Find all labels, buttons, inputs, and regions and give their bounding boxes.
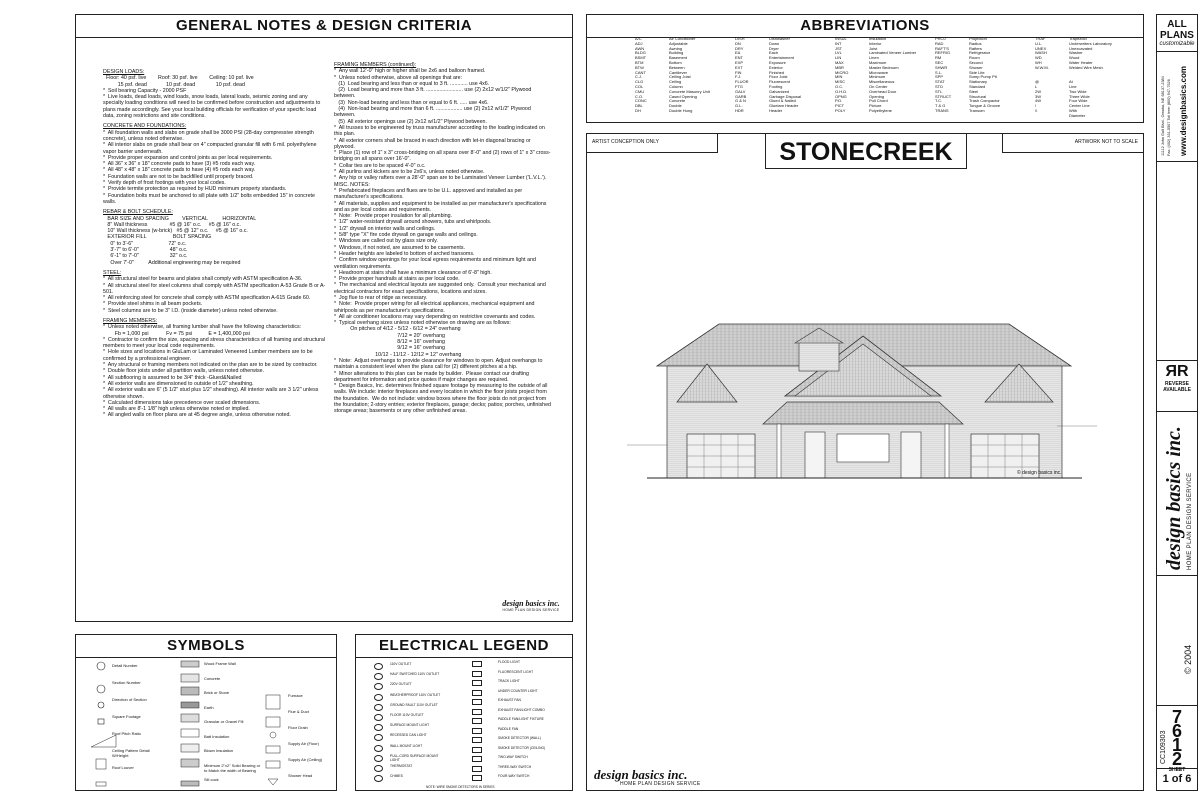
electrical-note: NOTE: WIRE SMOKE DETECTORS IN SERIES [426,785,495,789]
entry-door [901,432,921,478]
note-line: 9/12 = 16" overhang [334,345,445,352]
note-line: 6'-1" to 7'-0" 32" o.c. [103,253,188,260]
symbol-label: Blown Insulation [204,748,234,753]
electrical-label: PADDLE FAN/LIGHT FIXTURE [498,717,544,721]
symbol-label: Sill cock [204,777,219,782]
electrical-symbol-icon [374,714,383,721]
all-plans: ALL PLANS [1160,19,1194,41]
electrical-label: GROUND FAULT 110V OUTLET [390,702,438,707]
note-line: 10" Wall thickness (w-brick) #5 @ 12" o.c. #5 @ 16" o.c. [103,228,248,235]
phone: Fax: (402) 331-5507 Toll free: (800) 947-7526 [1167,79,1171,156]
symbol-label: Floor Drain [288,725,308,730]
electrical-symbol-icon [374,755,383,762]
note-line: * Windows, if not noted, are assumed to be casements. [334,244,466,251]
electrical-symbol-icon [472,718,482,724]
note-line: * All exterior walls are 6" (5 1/2" stud plus 1/2" sheathing). All interior walls are 3 1/2" unless otherwise shown. [103,387,320,400]
all-plans-box [1157,15,1197,52]
abbr-col: Trapezoid Underwriters Laboratory Unexcavated Washer Wood Water Heater Welded Wire Mesh At Line Two Wide Three Wide Four Wide Center Line With Diameter [1069,36,1112,118]
electrical-label: 220V OUTLET [390,682,412,687]
symbol-label: Furnace [288,693,303,698]
artist-note: ARTIST CONCEPTION ONLY [592,139,659,145]
note-line: (3) Non-load bearing and less than or equal to 6 ft. ..... use 4x6. [334,99,489,106]
symbol-label: Earth [204,704,214,710]
note-line: * Header heights are labeled to bottom of arched transoms. [334,250,475,257]
note-line: * Hole sizes and locations in GluLam or Laminated Veneered Lumber members are to be confirmed by a professional engineer. [103,349,315,362]
note-line: * All exterior walls are dimensioned to outside of 1/2" sheathing. [103,380,254,387]
website-box [1157,51,1197,162]
scale-note: ARTWORK NOT TO SCALE [1074,139,1138,145]
note-line: * All air conditioner locations may vary depending on restrictive covenants and codes. [334,313,536,320]
plan-number-box [1157,705,1197,769]
symbol-label: Wood Frame Wall [204,661,236,666]
house-elevation [587,134,1142,790]
note-line: 3'-7" to 6'-0" 48" o.c. [103,247,188,254]
abbr-col: Insulation Interior Joist Laminated Veneer Lumber Linen Maximum Master Bedroom Microwave Minimum Miscellaneous On Center Overhead Door Opening Pull Chord Picture Polyethylene [869,36,917,113]
note-line: * Note: Provide proper insulation for all plumbing. [334,213,453,220]
note-line: * Note: Adjust overhangs to provide clearance for windows to open. Adjust overhangs to maintain a consistent level when the plans call for (2) different pitches at a hip. [334,357,544,371]
electrical-label: CHIMES [390,774,403,779]
electrical-label: SMOKE DETECTOR (WALL) [498,736,541,740]
electrical-symbol-icon [472,699,482,705]
abbr-col: Projection Radius Rafters Refrigerator Room Second Shower Side Lite Sump Pump Pit Stationary Standard Steel Structural Trash Compactor Tongue & Groove Transom [969,36,1001,113]
design-basics-logo: design basics inc. HOME PLAN DESIGN SERVICE [502,599,560,612]
address: 11112 John Galt Blvd., Omaha, NE 68137-2384 [1161,76,1165,156]
general-notes-panel [75,14,573,622]
note-line: * Confirm window openings for your local egress requirements and minimum light and ventilation requirements. [334,257,538,270]
design-basics-logo-large: design basics inc. HOME PLAN DESIGN SERVICE [594,767,701,787]
website: www.designbasics.com [1179,66,1188,156]
note-line: DESIGN LOADS: [103,69,145,75]
note-line: * Minor alterations to this plan can be made by builder. Please contact our drafting department for information and price quotes if major changes are required. [334,370,531,383]
entry-door [805,432,825,478]
note-line: EXTERIOR FILL BOLT SPACING [103,234,212,241]
note-line: * The mechanical and electrical layouts are suggested only. Consult your mechanical and electrical contractors for exact specifications, locations and sizes. [334,282,548,295]
electrical-symbol-icon [472,756,482,762]
electrical-label: PULL-CORD SURFACE MOUNT LIGHT [390,753,439,762]
abbr-col: Dishwasher Down Dryer Each Entertainment Exposure Exterior Finished Floor Joist Fluorescent Footing Galvanized Garbage Disposal Glued & Nailed Gluelam Header Header [769,36,802,113]
electrical-symbol-icon [472,737,482,743]
symbol-label: Detail Number [112,663,138,668]
electrical-label: TWO-WAY SWITCH [498,755,528,759]
dormer [799,341,839,371]
symbol-label: Flue & Duct [288,709,309,714]
note-line: * Prefabricated fireplaces and flues are to be U.L. approved and installed as per manufacturer's specifications. [334,187,524,201]
porch-roof [763,402,963,424]
note-line: Floor: 40 psf. live Roof: 30 psf. live Ceiling: 10 psf. live [103,75,254,82]
note-line: * All interior slabs on grade shall bear on 4" compacted granular fill with 6 mil. polyethylene vapor barrier underneath. [103,142,319,155]
note-line: * All structural steel for beams and plates shall comply with ASTM specification A-36. [103,276,303,283]
abbr-col: TRAF U.L. UNEX WASH WD WH W.W.M. @ L 2W 3W 4W \ \\ [1035,36,1049,113]
notes-column-left [103,65,328,490]
note-line: * Unless noted otherwise, above all openings that are: [334,74,463,81]
electrical-label: FOUR-WAY SWITCH [498,774,530,778]
electrical-label: PADDLE FAN [498,726,519,731]
electrical-symbol-icon [374,704,383,711]
symbols-title: SYMBOLS [76,635,336,658]
reverse-badge: ЯR REVERSE AVAILABLE [1157,360,1197,412]
abbr-col: INSUL INT JST LVL LIN MAX MBR MICRO MIN MISC O.C. O.H.D. OPNG P.D. PICT POLY [835,36,849,113]
note-line: (2) Load bearing and more than 3 ft. ......................... use (2) 2x12 w/1/2" Plywood between. [334,87,533,100]
note-line: * Live loads, dead loads, wind loads, snow loads, lateral loads, seismic zoning and any specialty loading conditions will need to be confirmed before construction and adjustments to plans made accordingly. See your local building officials for verification of your specific load data, zoning restrictions and site conditions. [103,94,322,120]
note-line: * Steel columns are to be 3" I.D. (inside diameter) unless noted otherwise. [103,307,278,314]
customizable: customizable [1159,41,1195,47]
note-line: * Any wall 12'-0" high or higher shall be 2x6 and balloon framed. [334,68,486,75]
note-line: * Typical overhang sizes unless noted otherwise on drawing are as follows: [334,320,511,327]
symbol-label: Brick or Stone [204,690,230,695]
symbol-label: Granular or Gravel Fill [204,719,244,724]
note-line: * All foundation walls and slabs on grade shall be 3000 PSI (28-day compressive strength concrete), unless noted otherwise. [103,129,316,142]
note-line: * Place (1) row of 1" x 3" cross-bridging on all spans over 8'-0" and (2) rows of 1" x 3" cross-bridging on all spans over 16'-0". [334,150,551,163]
note-line: (1) Load bearing and less than or equal to 3 ft. ............ use 4x6. [334,80,490,87]
note-line: * All purlins and kickers are to be 2x6's, unless noted otherwise. [334,169,485,176]
electrical-label: FLOOD LIGHT [498,660,520,664]
electrical-symbol-icon [472,680,482,686]
abbr-col: PROJ RAD RAFT'S REFRIG RM SEC SHWR S.L. SPP STAT STD STL STRUCT T.C. T & G TRANS [935,36,952,113]
symbol-label: Square Footage [112,714,141,719]
symbols-panel [75,634,337,791]
electrical-label: EXHAUST FAN/LIGHT COMBO [498,707,545,712]
abbr-col: A/C ADJ AWN BLDG BSMT BTM BTW CANT C.J. CLG COL CMU C.O. CONC DBL DH [635,36,647,113]
plan-name: STONECREEK [779,138,953,166]
symbol-label: Concrete [204,675,221,681]
note-line: 0" to 3'-6" 72" o.c. [103,240,187,247]
note-line: FRAMING MEMBERS: [103,317,158,324]
symbol-label: Ceiling Pattern Detail W/Height [112,748,150,758]
symbol-label: Roof Pitch Ratio [112,731,141,736]
note-line: * Foundation bolts must be anchored to sill plate with 1/2" bolts embedded 15" in concrete walls. [103,192,317,205]
note-line: * 5/8" type "X" fire code drywall on garage walls and ceilings. [334,232,478,239]
sheet-box: SHEET 1 of 6 [1157,767,1197,785]
porch-column [777,424,781,478]
note-line: * Note: Provide proper wiring for all electrical appliances, mechanical equipment and whirlpools as per manufacturer's specifications. [334,301,536,314]
brand-sub: HOME PLAN DESIGN SERVICE [1187,472,1193,570]
note-line: * All trusses to be engineered by truss manufacturer according to the loading indicated on this plan. [334,124,547,138]
note-line: 10/12 - 11/12 - 12/12 = 12" overhang [334,351,462,358]
electrical-symbol-icon [374,673,383,680]
electrical-label: HALF SWITCHED 110V OUTLET [390,672,440,677]
note-line: * Jog flue to rear of ridge as necessary. [334,294,428,301]
electrical-symbol-icon [374,765,383,772]
electrical-panel [355,634,573,791]
note-line: * All structural steel for steel columns shall comply with ASTM specification A-53 Grade B or A-501. [103,282,326,295]
electrical-symbol-icon [374,734,383,741]
plan-code: CC109303 [1160,730,1167,764]
electrical-symbol-icon [472,690,482,696]
abbr-col: Air Conditioner Adjustable Awning Building Basement Bottom Between Cantilever Ceiling Joist Ceiling Column Concrete Masonry Unit Cased Opening Concrete Double Double Hung [669,36,710,113]
note-line: * All 48" x 48" x 18" concrete pads to have (4) #5 rods each way. [103,167,256,174]
electrical-label: 110V OUTLET [390,662,412,666]
general-notes-title: GENERAL NOTES & DESIGN CRITERIA [76,15,572,38]
note-line: STEEL: [103,269,122,276]
symbol-label: Batt Insulation [204,733,230,739]
note-line: (5) All exterior openings use (2) 2x12 w/1/2" Plywood between. [334,118,487,125]
electrical-symbol-icon [472,766,482,772]
symbol-label: Direction of Section [112,697,147,702]
note-line: 15 psf. dead 10 psf. dead 10 psf. dead [103,81,245,88]
note-line: Fb = 1,000 psi Fv = 75 psi E = 1,400,000 psi [103,330,250,337]
note-line: * All materials, supplies and equipment to be installed as per manufacturer's specifications and as per local codes and requirements. [334,200,548,213]
title-block [1156,14,1198,791]
note-line: * Provide proper handrails at stairs as per local code. [334,276,460,283]
elevation-panel [586,133,1144,791]
note-line: * 1/2" water-resistant drywall around showers, tubs and whirlpools. [334,219,492,226]
electrical-label: SMOKE DETECTOR (CEILING) [498,745,546,750]
electrical-label: WEATHERPROOF 110V OUTLET [390,692,441,697]
electrical-label: RECESSED CAN LIGHT [390,733,427,738]
electrical-symbol-icon [374,745,383,752]
symbol-label: Supply Air (Ceiling) [288,757,323,762]
porch-column [945,424,949,478]
electrical-label: THREE-WAY SWITCH [498,764,532,769]
note-line: * Provide termite protection as required by HUD minimum property standards. [103,186,287,193]
symbol-label: Supply Air (Floor) [288,741,319,746]
note-line: * Provide proper expansion and control joints as per local requirements. [103,154,273,161]
note-line: MISC. NOTES: [334,181,370,188]
note-line: * Verify depth of frost footings with your local codes. [103,180,226,187]
center-window [837,434,889,462]
note-line: * Contractor to confirm the size, spacing and stress characteristics of all framing and structural members to meet your local code requirements. [103,336,327,350]
electrical-symbol-icon [472,728,482,734]
note-line: CONCRETE AND FOUNDATIONS: [103,123,187,130]
electrical-label: UNDER COUNTER LIGHT [498,688,538,693]
note-line: 8" Wall thickness #5 @ 16" o.c. #5 @ 16" o.c. [103,221,241,228]
note-line: * Any hip or valley rafters over a 28'-0" span are to be Laminated Veneer Lumber ('L.V.L.'). [334,175,547,182]
note-line: * Double floor joists under all partition walls, unless noted otherwise. [103,368,265,375]
note-line: * All 36" x 36" x 18" concrete pads to have (3) #5 rods each way. [103,161,256,168]
abbreviations-panel [586,14,1144,123]
reverse-icon: ЯR [1165,363,1189,380]
brand-vertical: design basics inc. [1163,426,1185,570]
note-line: * Any structural or framing members not indicated on the plan are to be sized by contractor. [103,362,318,369]
note-line: REBAR & BOLT SCHEDULE: [103,209,173,216]
note-line: 8/12 = 16" overhang [334,339,445,346]
electrical-label: FLOOR 110V OUTLET [390,713,424,717]
note-line: * Collar ties are to be spaced 4'-0" o.c. [334,162,426,169]
copyright-year: © 2004 [1183,644,1193,674]
symbol-label: Shower Head [288,773,313,778]
electrical-symbol-icon [374,663,383,670]
note-line: * All exterior corners shall be braced in each direction with let-in diagonal bracing or plywood. [334,137,533,150]
note-line: * Provide steel shims in all beam pockets. [103,301,203,308]
electrical-label: THERMOSTAT [390,764,413,768]
note-line: * All walls are 8'-1 1/8" high unless otherwise noted or implied. [103,406,250,413]
electrical-symbol-icon [472,671,482,677]
note-line: * Foundation walls are not to be backfilled until properly braced. [103,173,254,180]
note-line: * Design Basics, Inc. determines finished square footage by measuring to the outside of all walls. We include: interior fireplaces and every location in which the floor joists project from the foundation. We do not include: window boxes where the floor joists do not project from the foundation; 2-story entries; exterior fireplaces, garage; decks; patios; porches, unfinished storage areas; basements or any other unfinished areas. [334,383,553,415]
note-line: FRAMING MEMBERS (continued): [334,62,417,68]
sheet-number: 1 of 6 [1162,773,1192,785]
note-line: * Windows are called out by glass size only. [334,238,438,245]
plan-number: 7612 [1172,707,1183,769]
electrical-symbol-icon [472,709,482,715]
note-line: * Soil bearing Capacity - 2000 PSF [103,87,187,94]
electrical-label: TRACK LIGHT [498,679,520,683]
electrical-label: FLUORESCENT LIGHT [498,669,534,674]
electrical-symbol-icon [472,747,482,753]
note-line: Over 7'-0" Additional engineering may be required [103,259,241,266]
year-box [1157,575,1197,706]
symbol-label: Section Number [112,680,141,685]
note-line: * All angled walls on floor plans are at 45 degree angle, unless otherwise noted. [103,412,291,419]
electrical-symbol-icon [374,683,383,690]
symbol-label: Roof Louver [112,765,134,770]
note-line: * Unless noted otherwise, all framing lumber shall have the following characteristics: [103,324,302,331]
note-line: On pitches of 4/12 - 5/12 - 6/12 = 24" overhang [334,326,461,333]
electrical-label: SURFACE MOUNT LIGHT [390,723,430,728]
note-line: * 1/2" drywall on interior walls and ceilings. [334,225,436,232]
note-line: * All subflooring is assumed to be 3/4" thick -Glued&Nailed [103,374,242,381]
notes-column-right [334,58,552,498]
electrical-label: EXHAUST FAN [498,698,521,702]
abbr-col: DISH DN DRY EA ENT EXP EXT FIN F.J. FLUOR FTG GALV GARB G & N G.L. HDR [735,36,749,113]
electrical-symbol-icon [374,724,383,731]
copyright-note: © design basics inc. [1017,470,1062,476]
abbreviations-title: ABBREVIATIONS [587,15,1143,38]
electrical-symbol-icon [374,694,383,701]
electrical-symbol-icon [472,661,482,667]
electrical-symbol-icon [472,775,482,781]
note-line: 7/12 = 20" overhang [334,332,445,339]
symbol-label: Minimum 2"x2" Solid Bearing or to Match the width of Bearing [204,762,261,773]
note-line: * Headroom at stairs shall have a minimum clearance of 6'-8" high. [334,269,492,276]
note-line: * Calculated dimensions take precedence over scaled dimensions. [103,399,261,406]
note-line: (4) Non-load bearing and more than 6 ft. .................. use (2) 2x12 w/1/2" Plywood between. [334,106,533,119]
electrical-symbol-icon [374,775,383,782]
note-line: BAR SIZE AND SPACING VERTICAL HORIZONTAL [103,215,257,222]
electrical-label: WALL MOUNT LIGHT [390,743,423,748]
electrical-title: ELECTRICAL LEGEND [356,635,572,658]
note-line: * All reinforcing steel for concrete shall comply with ASTM specification A-615 Grade 60. [103,295,311,302]
